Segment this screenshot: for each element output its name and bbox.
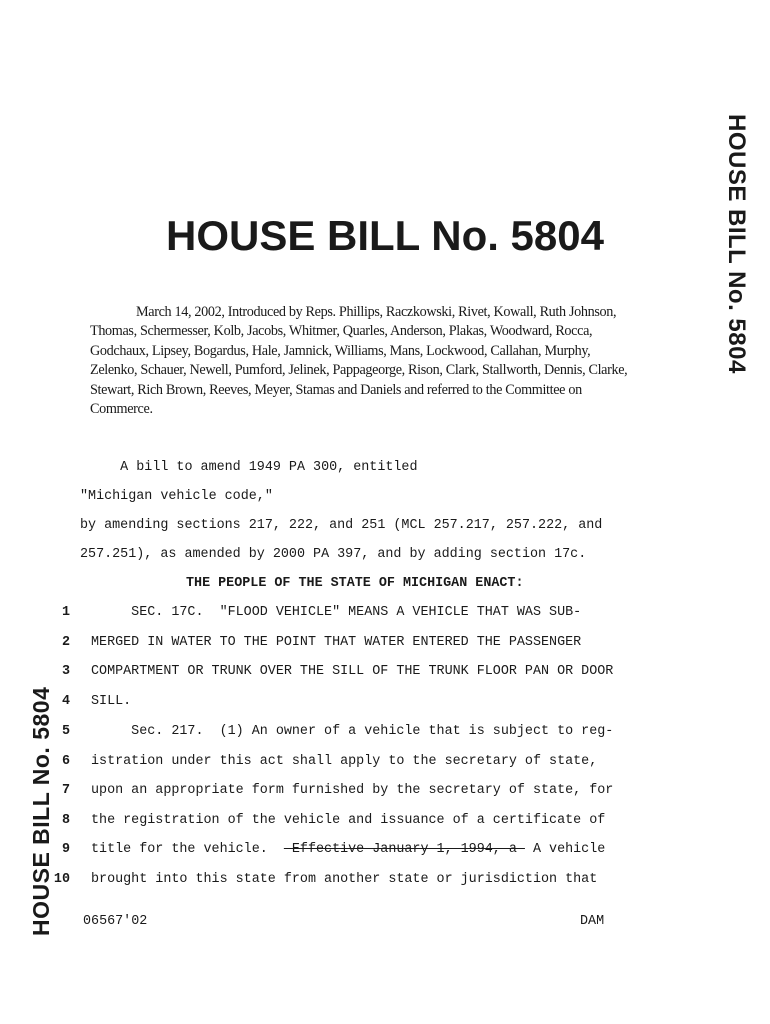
bill-line: istration under this act shall apply to the secretary of state, <box>91 754 598 769</box>
page-title: HOUSE BILL No. 5804 <box>165 212 604 259</box>
line-number: 5 <box>61 724 70 739</box>
bill-line: MERGED IN WATER TO THE POINT THAT WATER ENTERED THE PASSENGER <box>91 635 582 650</box>
bill-line: SILL. <box>91 694 132 709</box>
bill-line-text: title for the vehicle. <box>91 842 284 857</box>
line-number: 2 <box>61 635 70 650</box>
bill-line: Sec. 217. (1) An owner of a vehicle that is subject to reg- <box>91 724 614 739</box>
footer-document-code: 06567'02 <box>83 914 148 929</box>
line-number: 9 <box>61 842 70 857</box>
enacting-clause: THE PEOPLE OF THE STATE OF MICHIGAN ENACT: <box>186 576 524 591</box>
line-number: 7 <box>61 783 70 798</box>
line-number: 6 <box>61 754 70 769</box>
side-label-right: HOUSE BILL No. 5804 <box>723 114 750 374</box>
bill-line: brought into this state from another state or jurisdiction that <box>91 872 598 887</box>
preamble-line-2: "Michigan vehicle code," <box>80 489 273 504</box>
struck-text: Effective January 1, 1994, a <box>283 842 525 857</box>
bill-line: the registration of the vehicle and issuance of a certificate of <box>91 813 606 828</box>
preamble-line-3: by amending sections 217, 222, and 251 (MCL 257.217, 257.222, and <box>80 518 603 533</box>
line-number: 1 <box>61 605 70 620</box>
bill-line-text-after: A vehicle <box>524 842 606 857</box>
intro-paragraph: March 14, 2002, Introduced by Reps. Phillips, Raczkowski, Rivet, Kowall, Ruth Johnson, Thomas, Schermesser, Kolb, Jacobs, Whitmer, Quarles, Anderson, Plakas, Woodward, Rocca, Godchaux, Lipsey, Bogardus, Hale, Jamnick, Williams, Mans, Lockwood, Callahan, Murphy, Zelenko, Schauer, Newell, Pumford, Jelinek, Pappageorge, Rison, Clark, Stallworth, Dennis, Clarke, Stewart, Rich Brown, Reeves, Meyer, Stamas and Daniels and referred to the Committee on Commerce. <box>90 304 628 418</box>
footer-initials: DAM <box>580 914 605 929</box>
preamble-line-1: A bill to amend 1949 PA 300, entitled <box>80 460 418 475</box>
line-number: 4 <box>61 694 70 709</box>
line-number: 10 <box>53 872 70 887</box>
bill-line <box>91 842 605 857</box>
line-number: 8 <box>61 813 70 828</box>
line-number: 3 <box>61 664 70 679</box>
side-label-left: HOUSE BILL No. 5804 <box>28 686 54 936</box>
bill-line: COMPARTMENT OR TRUNK OVER THE SILL OF THE TRUNK FLOOR PAN OR DOOR <box>91 664 614 679</box>
bill-line: SEC. 17C. "FLOOD VEHICLE" MEANS A VEHICLE THAT WAS SUB- <box>91 605 582 620</box>
bill-line: upon an appropriate form furnished by the secretary of state, for <box>91 783 614 798</box>
preamble-line-4: 257.251), as amended by 2000 PA 397, and by adding section 17c. <box>80 547 587 562</box>
